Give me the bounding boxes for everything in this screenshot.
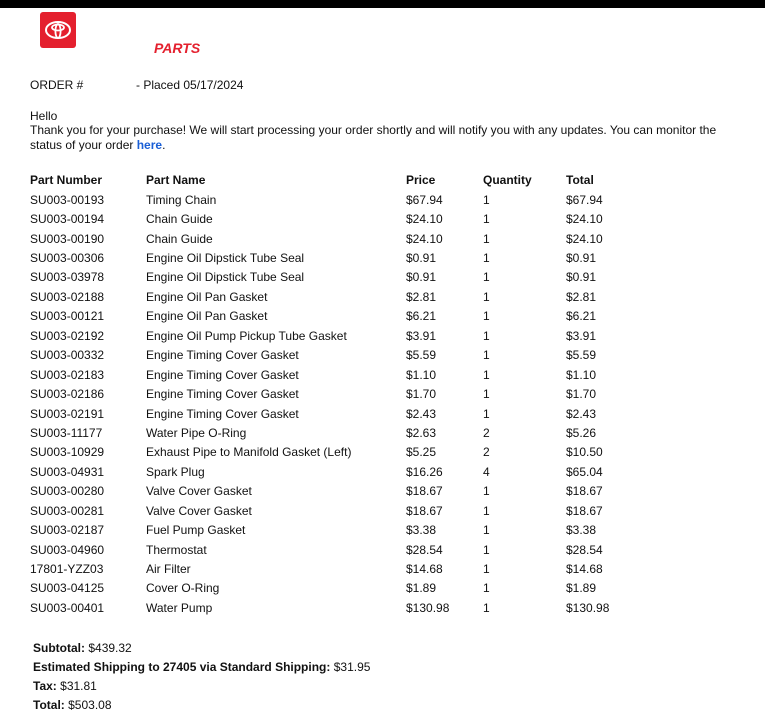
toyota-logo-icon (40, 12, 76, 48)
table-row (30, 229, 646, 248)
cell-quantity: 1 (483, 484, 490, 499)
cell-part-number: SU003-00332 (30, 348, 105, 363)
cell-line-total: $6.21 (566, 309, 597, 324)
cell-quantity: 1 (483, 328, 490, 343)
table-row (30, 326, 646, 345)
table-row (30, 268, 646, 287)
cell-price: $3.91 (406, 328, 437, 343)
cell-quantity: 2 (483, 445, 490, 460)
cell-quantity: 1 (483, 581, 490, 596)
cell-quantity: 1 (483, 192, 490, 207)
cell-part-name: Engine Oil Dipstick Tube Seal (146, 251, 305, 266)
cell-part-number: SU003-04960 (30, 542, 105, 557)
header-total: Total (566, 173, 594, 187)
cell-quantity: 1 (483, 503, 490, 518)
cell-part-number: SU003-00194 (30, 212, 105, 227)
order-items-table (30, 170, 646, 618)
greeting: Hello (30, 109, 58, 123)
header-part-name: Part Name (146, 173, 206, 187)
cell-part-number: SU003-02186 (30, 387, 105, 402)
cell-part-number: 17801-YZZ03 (30, 562, 104, 577)
cell-quantity: 1 (483, 562, 490, 577)
subtotal-line (33, 641, 132, 655)
cell-line-total: $24.10 (566, 231, 603, 246)
cell-quantity: 1 (483, 231, 490, 246)
table-row (30, 520, 646, 539)
cell-quantity: 1 (483, 251, 490, 266)
cell-price: $5.59 (406, 348, 437, 363)
cell-line-total: $1.10 (566, 367, 597, 382)
cell-line-total: $65.04 (566, 464, 603, 479)
tax-value: $31.81 (60, 679, 97, 693)
order-placed-date: - Placed 05/17/2024 (136, 78, 244, 92)
cell-line-total: $28.54 (566, 542, 603, 557)
table-row (30, 287, 646, 306)
total-label: Total: (33, 698, 65, 712)
cell-part-name: Engine Oil Pan Gasket (146, 309, 268, 324)
cell-price: $2.63 (406, 425, 437, 440)
cell-quantity: 1 (483, 542, 490, 557)
cell-part-number: SU003-03978 (30, 270, 105, 285)
shipping-label: Estimated Shipping to 27405 via Standard Shipping: (33, 660, 331, 674)
total-value: $503.08 (68, 698, 112, 712)
cell-part-name: Valve Cover Gasket (146, 503, 252, 518)
message-end: . (162, 138, 166, 152)
header-price: Price (406, 173, 436, 187)
cell-part-number: SU003-02183 (30, 367, 105, 382)
cell-part-name: Engine Timing Cover Gasket (146, 348, 299, 363)
cell-line-total: $67.94 (566, 192, 603, 207)
cell-line-total: $3.91 (566, 328, 597, 343)
cell-quantity: 4 (483, 464, 490, 479)
cell-price: $130.98 (406, 600, 450, 615)
cell-price: $0.91 (406, 270, 437, 285)
cell-part-name: Fuel Pump Gasket (146, 523, 246, 538)
cell-line-total: $14.68 (566, 562, 603, 577)
cell-price: $14.68 (406, 562, 443, 577)
cell-price: $18.67 (406, 484, 443, 499)
table-row (30, 346, 646, 365)
table-row (30, 190, 646, 209)
cell-price: $5.25 (406, 445, 437, 460)
cell-quantity: 1 (483, 309, 490, 324)
cell-line-total: $3.38 (566, 523, 597, 538)
cell-price: $24.10 (406, 231, 443, 246)
cell-price: $0.91 (406, 251, 437, 266)
cell-part-number: SU003-00281 (30, 503, 105, 518)
table-row (30, 307, 646, 326)
cell-quantity: 1 (483, 406, 490, 421)
table-row (30, 482, 646, 501)
cell-part-number: SU003-10929 (30, 445, 105, 460)
cell-part-name: Chain Guide (146, 231, 213, 246)
cell-line-total: $18.67 (566, 484, 603, 499)
cell-part-number: SU003-02192 (30, 328, 105, 343)
cell-price: $16.26 (406, 464, 443, 479)
cell-price: $6.21 (406, 309, 437, 324)
cell-line-total: $24.10 (566, 212, 603, 227)
cell-part-number: SU003-02187 (30, 523, 105, 538)
cell-part-number: SU003-04125 (30, 581, 105, 596)
order-label: ORDER # (30, 78, 84, 92)
cell-part-number: SU003-02188 (30, 289, 105, 304)
cell-line-total: $10.50 (566, 445, 603, 460)
table-header-row (30, 170, 646, 190)
total-line (33, 698, 112, 712)
cell-part-number: SU003-00190 (30, 231, 105, 246)
table-row (30, 501, 646, 520)
cell-part-name: Chain Guide (146, 212, 213, 227)
cell-line-total: $130.98 (566, 600, 610, 615)
brand-label: PARTS (154, 40, 201, 56)
cell-part-name: Exhaust Pipe to Manifold Gasket (Left) (146, 445, 352, 460)
cell-part-name: Cover O-Ring (146, 581, 220, 596)
cell-part-name: Water Pipe O-Ring (146, 425, 247, 440)
cell-line-total: $2.81 (566, 289, 597, 304)
table-row (30, 540, 646, 559)
cell-price: $18.67 (406, 503, 443, 518)
subtotal-value: $439.32 (88, 641, 132, 655)
cell-price: $1.89 (406, 581, 437, 596)
cell-quantity: 2 (483, 425, 490, 440)
cell-price: $1.10 (406, 367, 437, 382)
table-row (30, 443, 646, 462)
cell-quantity: 1 (483, 367, 490, 382)
cell-price: $2.43 (406, 406, 437, 421)
cell-part-name: Engine Oil Dipstick Tube Seal (146, 270, 305, 285)
cell-part-number: SU003-02191 (30, 406, 105, 421)
table-row (30, 559, 646, 578)
tax-line (33, 679, 97, 693)
cell-part-number: SU003-11177 (30, 425, 103, 440)
cell-part-name: Engine Timing Cover Gasket (146, 406, 299, 421)
cell-part-number: SU003-00121 (30, 309, 105, 324)
cell-quantity: 1 (483, 289, 490, 304)
cell-part-number: SU003-04931 (30, 464, 105, 479)
cell-line-total: $5.59 (566, 348, 597, 363)
table-row (30, 365, 646, 384)
cell-part-name: Engine Timing Cover Gasket (146, 367, 299, 382)
cell-line-total: $5.26 (566, 425, 597, 440)
cell-part-name: Engine Oil Pan Gasket (146, 289, 268, 304)
cell-price: $67.94 (406, 192, 443, 207)
cell-quantity: 1 (483, 348, 490, 363)
cell-part-number: SU003-00193 (30, 192, 105, 207)
table-row (30, 598, 646, 617)
cell-price: $28.54 (406, 542, 443, 557)
cell-part-name: Air Filter (146, 562, 191, 577)
table-row (30, 423, 646, 442)
cell-part-name: Engine Timing Cover Gasket (146, 387, 299, 402)
cell-part-name: Thermostat (146, 542, 207, 557)
thank-you-message (30, 123, 742, 153)
table-row (30, 579, 646, 598)
cell-line-total: $0.91 (566, 270, 597, 285)
table-row (30, 404, 646, 423)
cell-quantity: 1 (483, 523, 490, 538)
subtotal-label: Subtotal: (33, 641, 85, 655)
cell-quantity: 1 (483, 270, 490, 285)
cell-line-total: $1.89 (566, 581, 597, 596)
header-quantity: Quantity (483, 173, 532, 187)
table-row (30, 209, 646, 228)
cell-price: $24.10 (406, 212, 443, 227)
cell-line-total: $2.43 (566, 406, 597, 421)
cell-line-total: $18.67 (566, 503, 603, 518)
order-email (0, 8, 765, 720)
table-row (30, 384, 646, 403)
cell-part-name: Spark Plug (146, 464, 205, 479)
cell-part-name: Timing Chain (146, 192, 217, 207)
table-row (30, 248, 646, 267)
tax-label: Tax: (33, 679, 57, 693)
cell-quantity: 1 (483, 212, 490, 227)
order-status-link[interactable]: here (136, 138, 163, 152)
cell-part-number: SU003-00306 (30, 251, 105, 266)
cell-price: $3.38 (406, 523, 437, 538)
cell-part-name: Engine Oil Pump Pickup Tube Gasket (146, 328, 347, 343)
message-body: Thank you for your purchase! We will start processing your order shortly and will notify you with any updates. You can monitor the status of your order (30, 123, 717, 152)
cell-quantity: 1 (483, 600, 490, 615)
cell-part-number: SU003-00280 (30, 484, 105, 499)
cell-quantity: 1 (483, 387, 490, 402)
table-row (30, 462, 646, 481)
cell-line-total: $1.70 (566, 387, 597, 402)
cell-part-name: Valve Cover Gasket (146, 484, 252, 499)
shipping-line (33, 660, 370, 674)
cell-price: $1.70 (406, 387, 437, 402)
header-part-number: Part Number (30, 173, 103, 187)
cell-price: $2.81 (406, 289, 437, 304)
shipping-value: $31.95 (333, 660, 371, 674)
cell-part-number: SU003-00401 (30, 600, 105, 615)
cell-line-total: $0.91 (566, 251, 597, 266)
cell-part-name: Water Pump (146, 600, 213, 615)
